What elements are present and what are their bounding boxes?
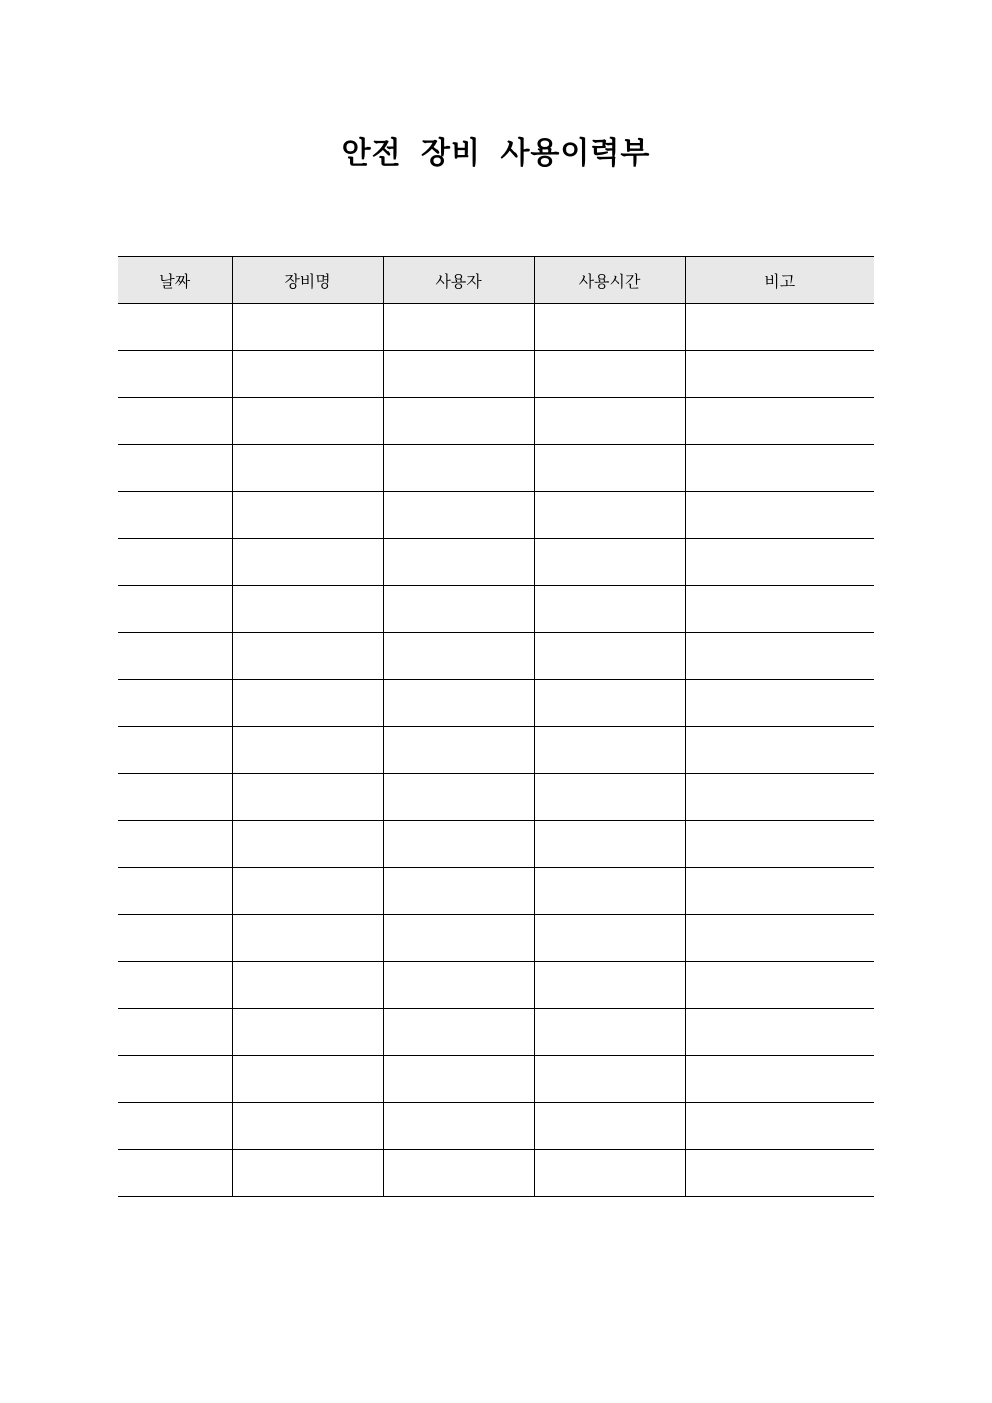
- usage-time-cell[interactable]: [534, 586, 685, 633]
- equipment-name-cell[interactable]: [232, 915, 383, 962]
- table-row: [118, 821, 874, 868]
- equipment-name-cell[interactable]: [232, 727, 383, 774]
- date-cell[interactable]: [118, 586, 232, 633]
- equipment-name-cell[interactable]: [232, 1150, 383, 1197]
- header-usage-time: 사용시간: [534, 257, 685, 304]
- user-cell[interactable]: [383, 398, 534, 445]
- user-cell[interactable]: [383, 351, 534, 398]
- table-row: [118, 351, 874, 398]
- remarks-cell[interactable]: [685, 680, 874, 727]
- date-cell[interactable]: [118, 1056, 232, 1103]
- date-cell[interactable]: [118, 962, 232, 1009]
- remarks-cell[interactable]: [685, 539, 874, 586]
- remarks-cell[interactable]: [685, 304, 874, 351]
- usage-time-cell[interactable]: [534, 680, 685, 727]
- table-row: [118, 962, 874, 1009]
- remarks-cell[interactable]: [685, 727, 874, 774]
- usage-time-cell[interactable]: [534, 1009, 685, 1056]
- usage-time-cell[interactable]: [534, 774, 685, 821]
- date-cell[interactable]: [118, 1103, 232, 1150]
- user-cell[interactable]: [383, 915, 534, 962]
- table-row: [118, 445, 874, 492]
- equipment-name-cell[interactable]: [232, 445, 383, 492]
- remarks-cell[interactable]: [685, 633, 874, 680]
- remarks-cell[interactable]: [685, 962, 874, 1009]
- equipment-name-cell[interactable]: [232, 633, 383, 680]
- usage-time-cell[interactable]: [534, 492, 685, 539]
- usage-time-cell[interactable]: [534, 398, 685, 445]
- user-cell[interactable]: [383, 962, 534, 1009]
- user-cell[interactable]: [383, 821, 534, 868]
- table-row: [118, 868, 874, 915]
- equipment-name-cell[interactable]: [232, 962, 383, 1009]
- user-cell[interactable]: [383, 1056, 534, 1103]
- user-cell[interactable]: [383, 492, 534, 539]
- date-cell[interactable]: [118, 868, 232, 915]
- table-row: [118, 492, 874, 539]
- table-row: [118, 1103, 874, 1150]
- user-cell[interactable]: [383, 868, 534, 915]
- equipment-name-cell[interactable]: [232, 539, 383, 586]
- remarks-cell[interactable]: [685, 398, 874, 445]
- remarks-cell[interactable]: [685, 586, 874, 633]
- table-row: [118, 633, 874, 680]
- usage-time-cell[interactable]: [534, 633, 685, 680]
- table-row: [118, 1009, 874, 1056]
- date-cell[interactable]: [118, 539, 232, 586]
- remarks-cell[interactable]: [685, 915, 874, 962]
- user-cell[interactable]: [383, 539, 534, 586]
- date-cell[interactable]: [118, 492, 232, 539]
- date-cell[interactable]: [118, 915, 232, 962]
- usage-time-cell[interactable]: [534, 445, 685, 492]
- user-cell[interactable]: [383, 633, 534, 680]
- user-cell[interactable]: [383, 445, 534, 492]
- remarks-cell[interactable]: [685, 1009, 874, 1056]
- remarks-cell[interactable]: [685, 492, 874, 539]
- equipment-name-cell[interactable]: [232, 1103, 383, 1150]
- remarks-cell[interactable]: [685, 1103, 874, 1150]
- equipment-name-cell[interactable]: [232, 304, 383, 351]
- equipment-name-cell[interactable]: [232, 680, 383, 727]
- date-cell[interactable]: [118, 1009, 232, 1056]
- equipment-name-cell[interactable]: [232, 1009, 383, 1056]
- equipment-name-cell[interactable]: [232, 1056, 383, 1103]
- date-cell[interactable]: [118, 680, 232, 727]
- date-cell[interactable]: [118, 821, 232, 868]
- table-row: [118, 680, 874, 727]
- usage-log-table: [118, 256, 874, 1197]
- table-row: [118, 304, 874, 351]
- usage-time-cell[interactable]: [534, 539, 685, 586]
- remarks-cell[interactable]: [685, 351, 874, 398]
- usage-time-cell[interactable]: [534, 1056, 685, 1103]
- date-cell[interactable]: [118, 774, 232, 821]
- remarks-cell[interactable]: [685, 1056, 874, 1103]
- usage-time-cell[interactable]: [534, 821, 685, 868]
- user-cell[interactable]: [383, 1150, 534, 1197]
- equipment-name-cell[interactable]: [232, 398, 383, 445]
- table-body: [118, 304, 874, 1197]
- equipment-name-cell[interactable]: [232, 586, 383, 633]
- table-row: [118, 539, 874, 586]
- user-cell[interactable]: [383, 1009, 534, 1056]
- header-date: 날짜: [118, 257, 232, 304]
- remarks-cell[interactable]: [685, 774, 874, 821]
- table-row: [118, 915, 874, 962]
- date-cell[interactable]: [118, 445, 232, 492]
- equipment-name-cell[interactable]: [232, 492, 383, 539]
- usage-time-cell[interactable]: [534, 727, 685, 774]
- usage-time-cell[interactable]: [534, 1150, 685, 1197]
- user-cell[interactable]: [383, 774, 534, 821]
- date-cell[interactable]: [118, 633, 232, 680]
- document-title: 안전 장비 사용이력부: [341, 136, 651, 171]
- usage-time-cell[interactable]: [534, 351, 685, 398]
- header-equipment-name: 장비명: [232, 257, 383, 304]
- date-cell[interactable]: [118, 398, 232, 445]
- table-row: [118, 1056, 874, 1103]
- header-user: 사용자: [383, 257, 534, 304]
- user-cell[interactable]: [383, 680, 534, 727]
- usage-time-cell[interactable]: [534, 1103, 685, 1150]
- equipment-name-cell[interactable]: [232, 351, 383, 398]
- user-cell[interactable]: [383, 304, 534, 351]
- date-cell[interactable]: [118, 304, 232, 351]
- header-remarks: 비고: [685, 257, 874, 304]
- usage-time-cell[interactable]: [534, 868, 685, 915]
- table-row: [118, 586, 874, 633]
- table-row: [118, 398, 874, 445]
- user-cell[interactable]: [383, 727, 534, 774]
- usage-time-cell[interactable]: [534, 304, 685, 351]
- date-cell[interactable]: [118, 1150, 232, 1197]
- usage-time-cell[interactable]: [534, 915, 685, 962]
- usage-time-cell[interactable]: [534, 962, 685, 1009]
- date-cell[interactable]: [118, 727, 232, 774]
- remarks-cell[interactable]: [685, 445, 874, 492]
- table-row: [118, 1150, 874, 1197]
- equipment-name-cell[interactable]: [232, 774, 383, 821]
- table-header-row: [118, 257, 874, 304]
- remarks-cell[interactable]: [685, 868, 874, 915]
- user-cell[interactable]: [383, 586, 534, 633]
- remarks-cell[interactable]: [685, 821, 874, 868]
- table-row: [118, 774, 874, 821]
- equipment-name-cell[interactable]: [232, 868, 383, 915]
- date-cell[interactable]: [118, 351, 232, 398]
- table-row: [118, 727, 874, 774]
- equipment-name-cell[interactable]: [232, 821, 383, 868]
- remarks-cell[interactable]: [685, 1150, 874, 1197]
- user-cell[interactable]: [383, 1103, 534, 1150]
